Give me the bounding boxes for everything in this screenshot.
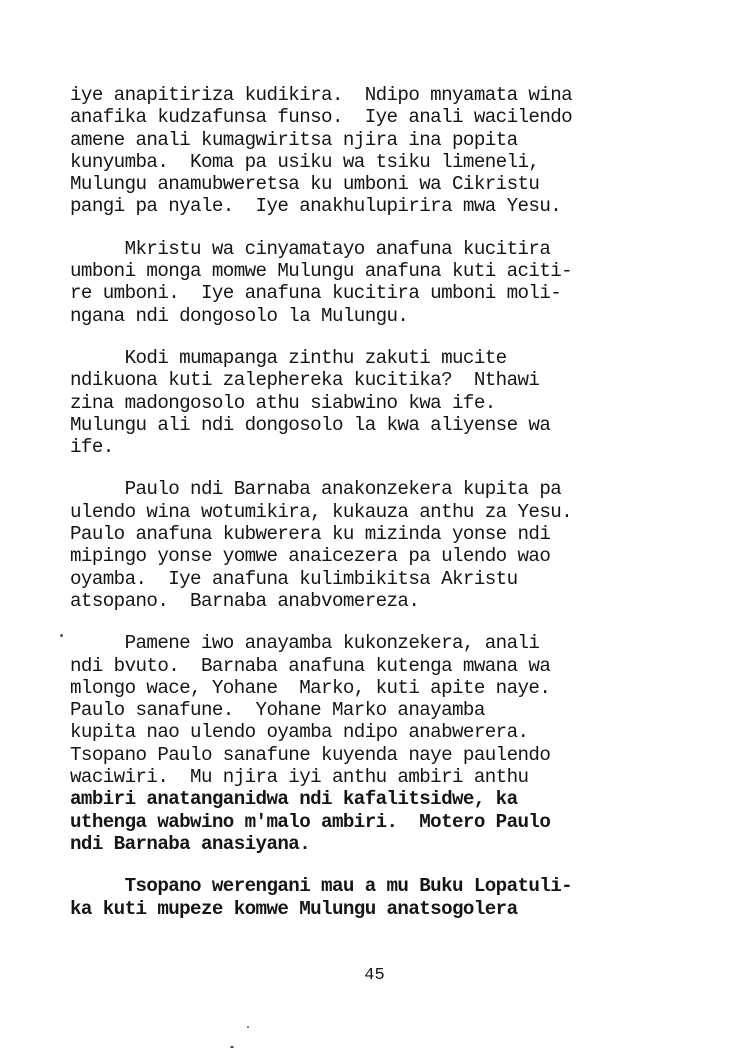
page-number: 45 xyxy=(364,966,385,985)
scan-speck xyxy=(247,1026,249,1028)
paragraph xyxy=(70,478,680,612)
text-line: waciwiri. Mu njira iyi anthu ambiri anthu xyxy=(70,766,529,789)
paragraph xyxy=(70,875,680,920)
text-line: ngana ndi dongosolo la Mulungu. xyxy=(70,304,409,327)
text-line: Mulungu ali ndi dongosolo la kwa aliyense wa xyxy=(70,413,551,436)
text-line: Pamene iwo anayamba kukonzekera, anali xyxy=(70,632,540,655)
text-line: mlongo wace, Yohane Marko, kuti apite naye. xyxy=(70,676,551,699)
text-line: uthenga wabwino m'malo ambiri. Motero Paulo xyxy=(70,810,551,833)
text-line: Paulo anafuna kubwerera ku mizinda yonse ndi xyxy=(70,523,551,546)
text-line: ndikuona kuti zalephereka kucitika? Nthawi xyxy=(70,369,540,392)
text-line: ife. xyxy=(70,436,114,459)
paragraph xyxy=(70,84,680,218)
text-line: Tsopano werengani mau a mu Buku Lopatuli- xyxy=(70,875,573,898)
paragraph xyxy=(70,632,680,855)
text-line: pangi pa nyale. Iye anakhulupirira mwa Yesu. xyxy=(70,195,562,218)
text-line: oyamba. Iye anafuna kulimbikitsa Akristu xyxy=(70,567,518,590)
text-line: atsopano. Barnaba anabvomereza. xyxy=(70,589,420,612)
text-line: Kodi mumapanga zinthu zakuti mucite xyxy=(70,346,507,369)
text-line: re umboni. Iye anafuna kucitira umboni moli- xyxy=(70,282,562,305)
text-line: ulendo wina wotumikira, kukauza anthu za Yesu. xyxy=(70,500,573,523)
text-line: ambiri anatanganidwa ndi kafalitsidwe, ka xyxy=(70,788,518,811)
text-line: zina madongosolo athu siabwino kwa ife. xyxy=(70,391,496,414)
paragraph xyxy=(70,347,680,458)
text-line: anafika kudzafunsa funso. Iye anali wacilendo xyxy=(70,106,573,129)
text-line: Mkristu wa cinyamatayo anafuna kucitira xyxy=(70,237,551,260)
text-line: Mulungu anamubweretsa ku umboni wa Cikristu xyxy=(70,173,540,196)
text-line: kunyumba. Koma pa usiku wa tsiku limeneli, xyxy=(70,150,540,173)
text-line: Paulo sanafune. Yohane Marko anayamba xyxy=(70,699,485,722)
text-line: Paulo ndi Barnaba anakonzekera kupita pa xyxy=(70,478,562,501)
text-line: ndi bvuto. Barnaba anafuna kutenga mwana wa xyxy=(70,654,551,677)
text-line: iye anapitiriza kudikira. Ndipo mnyamata wina xyxy=(70,84,573,106)
text-line: ndi Barnaba anasiyana. xyxy=(70,832,311,855)
text-line: ka kuti mupeze komwe Mulungu anatsogolera xyxy=(70,897,518,920)
text-line: amene anali kumagwiritsa njira ina popita xyxy=(70,128,518,151)
scan-speck xyxy=(60,634,63,637)
text-line: kupita nao ulendo oyamba ndipo anabwerera. xyxy=(70,721,529,744)
body-text xyxy=(70,84,680,940)
text-line: mipingo yonse yomwe anaicezera pa ulendo wao xyxy=(70,545,551,568)
text-line: umboni monga momwe Mulungu anafuna kuti aciti- xyxy=(70,260,573,283)
scan-speck xyxy=(230,1046,234,1048)
text-line: Tsopano Paulo sanafune kuyenda naye paulendo xyxy=(70,743,551,766)
paragraph xyxy=(70,238,680,327)
